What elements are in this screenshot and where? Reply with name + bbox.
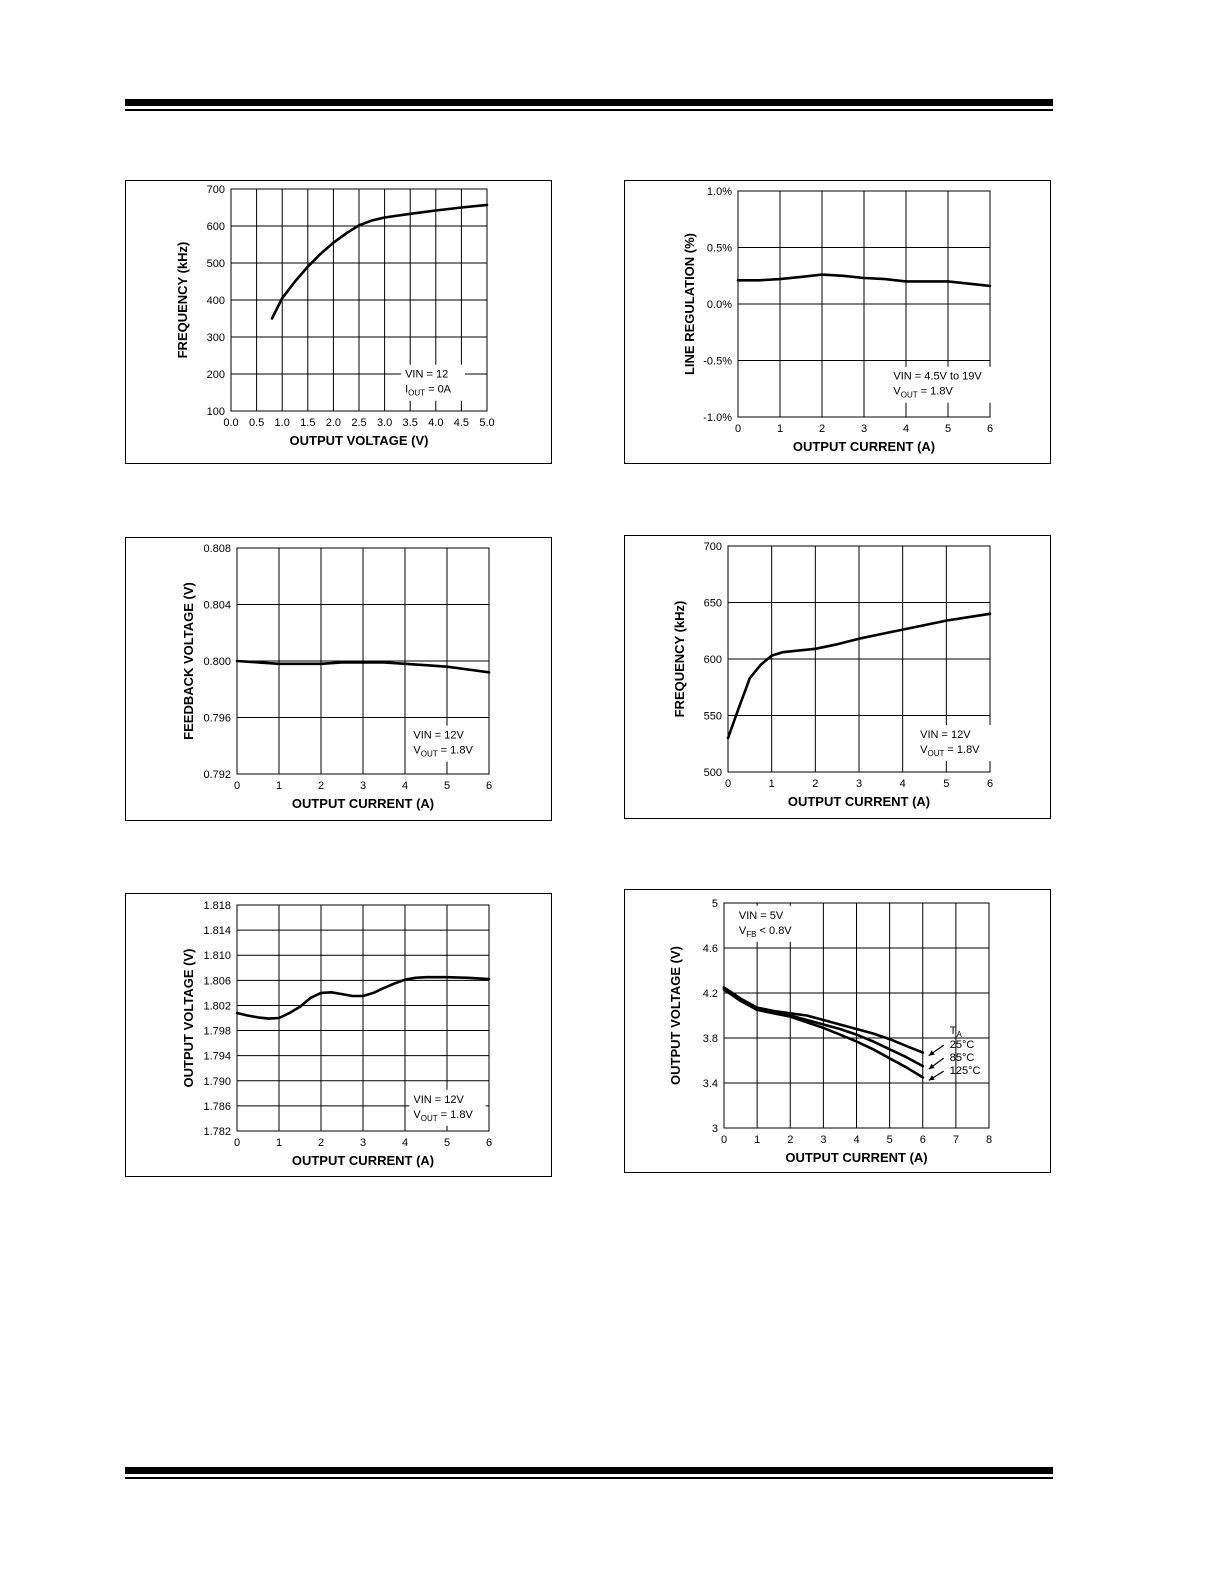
- y-tick-label: -0.5%: [703, 355, 732, 368]
- x-tick-label: 4: [853, 1134, 860, 1146]
- chart-output-voltage-vs-output-current: [125, 893, 552, 1177]
- y-tick-label: 0.792: [203, 769, 231, 781]
- label-main: V: [920, 744, 928, 757]
- x-tick-label: 0: [724, 778, 732, 790]
- header-rule-thin: [125, 109, 1053, 111]
- condition-annotation: [889, 367, 1002, 403]
- label-main: V: [413, 744, 421, 757]
- condition-annotation: [409, 1090, 485, 1126]
- label-subscript: OUT: [900, 390, 918, 400]
- y-tick-label: 1.794: [203, 1050, 231, 1063]
- condition-annotation: [735, 906, 805, 942]
- x-tick-label: 6: [986, 778, 994, 790]
- x-tick-label: 4.0: [428, 417, 444, 429]
- label-subscript: A: [956, 1030, 962, 1040]
- x-tick-label: 2: [787, 1134, 794, 1146]
- x-axis-title: OUTPUT CURRENT (A): [785, 1150, 928, 1165]
- x-tick-label: 5: [943, 778, 950, 790]
- y-tick-label: 1.782: [203, 1126, 231, 1138]
- x-tick-label: 0: [734, 423, 742, 435]
- y-tick-label: 200: [206, 369, 225, 381]
- chart-svg: [126, 894, 551, 1176]
- y-tick-label: 700: [206, 184, 225, 196]
- x-tick-label: 5: [886, 1134, 893, 1146]
- condition-annotation: [409, 726, 485, 762]
- y-tick-label: 100: [206, 406, 225, 418]
- y-axis-title: OUTPUT VOLTAGE (V): [181, 948, 196, 1088]
- y-tick-label: 4.2: [702, 988, 718, 1000]
- chart-output-voltage-vs-current-temperature: [624, 889, 1051, 1173]
- x-tick-label: 6: [485, 780, 493, 792]
- x-tick-label: 5.0: [479, 417, 495, 429]
- annotation-line: VIN = 12: [405, 368, 449, 381]
- x-tick-label: 3.0: [376, 417, 393, 429]
- x-tick-label: 1: [776, 423, 784, 435]
- chart-svg: [126, 181, 551, 463]
- y-tick-label: 0.808: [203, 543, 231, 555]
- label-rest: = 1.8V: [944, 744, 980, 757]
- label-rest: = 1.8V: [917, 385, 953, 398]
- y-tick-label: 500: [206, 258, 225, 270]
- x-tick-label: 2: [317, 1137, 325, 1149]
- y-tick-label: 550: [703, 710, 722, 723]
- y-tick-label: 300: [206, 332, 225, 344]
- label-main: V: [893, 385, 901, 398]
- y-tick-label: 1.806: [203, 975, 231, 988]
- x-tick-label: 0: [233, 780, 241, 792]
- annotation-line: VIN = 4.5V to 19V: [893, 370, 982, 383]
- x-tick-label: 2: [818, 423, 826, 435]
- chart-svg: [625, 536, 1050, 818]
- annotation-line: VIN = 5V: [738, 909, 784, 922]
- y-tick-label: 600: [206, 221, 225, 233]
- label-subscript: OUT: [927, 749, 945, 759]
- x-tick-label: 6: [986, 423, 994, 435]
- x-tick-label: 5: [443, 1137, 451, 1149]
- chart-frequency-vs-output-current: [624, 535, 1051, 819]
- y-tick-label: 1.818: [203, 900, 231, 912]
- y-tick-label: 700: [703, 541, 722, 553]
- x-tick-label: 0: [233, 1137, 241, 1149]
- x-tick-label: 4: [902, 423, 910, 435]
- y-tick-label: 0.804: [203, 599, 231, 612]
- y-axis-title: LINE REGULATION (%): [682, 232, 697, 376]
- x-tick-label: 4: [899, 778, 906, 790]
- x-tick-label: 3.5: [402, 417, 418, 429]
- y-tick-label: 1.786: [203, 1100, 231, 1113]
- annotation-line: VIN = 12V: [413, 729, 464, 742]
- x-tick-label: 8: [985, 1134, 993, 1146]
- label-subscript: OUT: [420, 1113, 438, 1123]
- legend-label: 25°C: [949, 1039, 975, 1052]
- x-tick-label: 3: [359, 1137, 367, 1149]
- y-axis-title: OUTPUT VOLTAGE (V): [668, 946, 683, 1085]
- legend-label: 85°C: [949, 1052, 975, 1065]
- x-axis-title: OUTPUT VOLTAGE (V): [289, 433, 429, 448]
- footer-rule-thin: [125, 1477, 1053, 1479]
- x-tick-label: 1: [275, 780, 283, 792]
- y-axis-title: FREQUENCY (kHz): [175, 241, 190, 359]
- x-tick-label: 6: [919, 1134, 926, 1146]
- label-main: V: [738, 924, 747, 937]
- label-subscript: OUT: [408, 388, 426, 398]
- chart-svg: [625, 890, 1050, 1172]
- label-rest: < 0.8V: [756, 924, 792, 937]
- condition-annotation: [401, 365, 465, 401]
- x-tick-label: 3: [359, 780, 367, 792]
- y-tick-label: 3: [711, 1123, 718, 1135]
- y-tick-label: 1.0%: [706, 186, 732, 198]
- chart-frequency-vs-output-voltage: [125, 180, 552, 464]
- chart-svg: [625, 181, 1050, 463]
- x-tick-label: 3: [855, 778, 863, 790]
- header-rule-thick: [125, 99, 1053, 106]
- x-tick-label: 2: [317, 780, 325, 792]
- x-tick-label: 6: [485, 1137, 493, 1149]
- x-axis-title: OUTPUT CURRENT (A): [792, 439, 936, 454]
- y-tick-label: 500: [703, 767, 722, 779]
- footer-rule-thick: [125, 1467, 1053, 1474]
- y-tick-label: 1.814: [203, 925, 231, 938]
- y-tick-label: 1.810: [203, 950, 231, 963]
- y-tick-label: 5: [711, 898, 718, 910]
- chart-line-regulation-vs-output-current: [624, 180, 1051, 464]
- y-tick-label: 0.5%: [706, 242, 732, 255]
- y-tick-label: 3.8: [702, 1033, 718, 1045]
- x-tick-label: 2: [812, 778, 819, 790]
- annotation-line: VIN = 12V: [413, 1093, 464, 1106]
- x-tick-label: 0.0: [223, 417, 239, 429]
- y-axis-title: FREQUENCY (kHz): [672, 600, 687, 718]
- x-axis-title: OUTPUT CURRENT (A): [787, 794, 931, 809]
- y-tick-label: 600: [703, 654, 722, 666]
- x-tick-label: 1: [275, 1137, 283, 1149]
- legend-label: 125°C: [949, 1065, 981, 1078]
- label-rest: = 1.8V: [437, 744, 473, 757]
- y-tick-label: -1.0%: [703, 412, 732, 424]
- x-tick-label: 4: [401, 1137, 409, 1149]
- x-tick-label: 1.5: [300, 417, 316, 429]
- x-tick-label: 3: [820, 1134, 827, 1146]
- label-subscript: OUT: [420, 749, 438, 759]
- y-tick-label: 0.796: [203, 712, 231, 725]
- y-tick-label: 1.798: [203, 1025, 231, 1038]
- chart-feedback-voltage-vs-output-current: [125, 537, 552, 821]
- y-tick-label: 1.790: [203, 1075, 231, 1088]
- x-tick-label: 1: [754, 1134, 761, 1146]
- annotation-line: VIN = 12V: [920, 729, 971, 742]
- condition-annotation: [916, 725, 992, 761]
- x-tick-label: 2.5: [351, 417, 367, 429]
- y-tick-label: 0.800: [203, 656, 231, 668]
- x-tick-label: 1: [768, 778, 775, 790]
- x-tick-label: 0.5: [248, 417, 265, 429]
- y-tick-label: 1.802: [203, 1000, 231, 1013]
- x-tick-label: 5: [944, 423, 952, 435]
- x-tick-label: 1.0: [274, 417, 290, 429]
- x-tick-label: 5: [443, 780, 451, 792]
- x-tick-label: 4.5: [453, 417, 470, 429]
- label-main: T: [949, 1025, 957, 1038]
- label-rest: = 0A: [425, 383, 452, 396]
- x-tick-label: 0: [720, 1134, 728, 1146]
- y-axis-title: FEEDBACK VOLTAGE (V): [181, 582, 196, 740]
- y-tick-label: 4.6: [702, 943, 718, 955]
- y-tick-label: 650: [703, 597, 722, 610]
- x-tick-label: 3: [860, 423, 868, 435]
- label-main: V: [413, 1108, 421, 1121]
- y-tick-label: 3.4: [702, 1078, 718, 1090]
- x-tick-label: 7: [952, 1134, 959, 1146]
- label-rest: = 1.8V: [437, 1108, 473, 1121]
- x-axis-title: OUTPUT CURRENT (A): [291, 1153, 435, 1168]
- y-tick-label: 0.0%: [706, 299, 732, 311]
- x-axis-title: OUTPUT CURRENT (A): [291, 796, 435, 811]
- label-subscript: FB: [746, 929, 757, 939]
- x-tick-label: 4: [401, 780, 409, 792]
- x-tick-label: 2.0: [325, 417, 342, 429]
- label-main: I: [405, 383, 409, 396]
- chart-svg: [126, 538, 551, 820]
- y-tick-label: 400: [206, 295, 225, 307]
